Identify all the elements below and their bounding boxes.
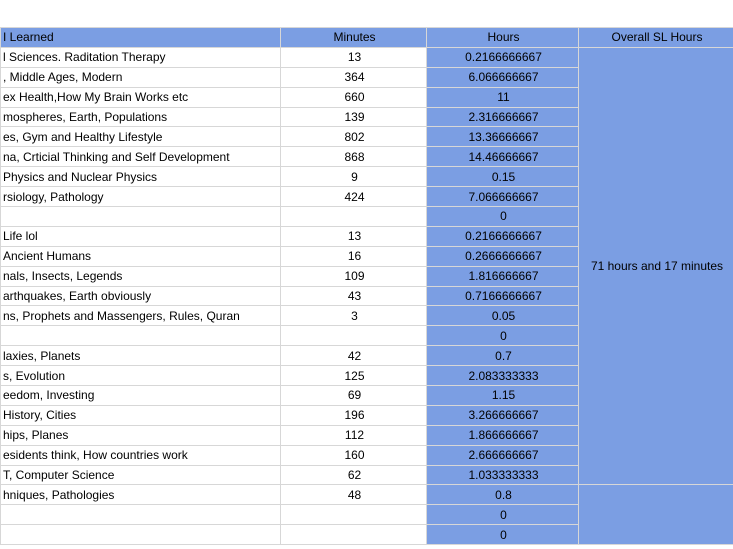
hours-cell[interactable]: 2.083333333 xyxy=(427,366,579,386)
topic-cell[interactable]: T, Computer Science xyxy=(1,465,281,485)
minutes-cell[interactable]: 13 xyxy=(281,226,427,246)
topic-cell[interactable] xyxy=(1,326,281,346)
minutes-cell[interactable]: 16 xyxy=(281,246,427,266)
minutes-cell[interactable]: 109 xyxy=(281,266,427,286)
hours-cell[interactable]: 0 xyxy=(427,207,579,227)
minutes-cell[interactable]: 112 xyxy=(281,425,427,445)
header-topic[interactable]: I Learned xyxy=(1,28,281,48)
minutes-cell[interactable]: 42 xyxy=(281,346,427,366)
minutes-cell[interactable]: 424 xyxy=(281,187,427,207)
hours-cell[interactable]: 0.2166666667 xyxy=(427,226,579,246)
hours-cell[interactable]: 0.7166666667 xyxy=(427,286,579,306)
hours-cell[interactable]: 1.866666667 xyxy=(427,425,579,445)
minutes-cell[interactable]: 9 xyxy=(281,167,427,187)
minutes-cell[interactable]: 660 xyxy=(281,87,427,107)
hours-cell[interactable]: 3.266666667 xyxy=(427,405,579,425)
topic-cell[interactable] xyxy=(1,207,281,227)
topic-cell[interactable]: ns, Prophets and Massengers, Rules, Quran xyxy=(1,306,281,326)
minutes-cell[interactable]: 125 xyxy=(281,366,427,386)
hours-cell[interactable]: 0 xyxy=(427,326,579,346)
minutes-cell[interactable]: 364 xyxy=(281,67,427,87)
table-row xyxy=(1,47,733,67)
minutes-cell[interactable] xyxy=(281,505,427,525)
topic-cell[interactable]: hips, Planes xyxy=(1,425,281,445)
topic-cell[interactable]: s, Evolution xyxy=(1,366,281,386)
hours-cell[interactable]: 0.15 xyxy=(427,167,579,187)
topic-cell[interactable]: ex Health,How My Brain Works etc xyxy=(1,87,281,107)
minutes-cell[interactable] xyxy=(281,207,427,227)
minutes-cell[interactable]: 196 xyxy=(281,405,427,425)
hours-cell[interactable]: 13.36666667 xyxy=(427,127,579,147)
table-row xyxy=(1,485,733,505)
hours-cell[interactable]: 0.8 xyxy=(427,485,579,505)
header-row xyxy=(1,28,733,48)
minutes-cell[interactable]: 48 xyxy=(281,485,427,505)
topic-cell[interactable]: arthquakes, Earth obviously xyxy=(1,286,281,306)
hours-cell[interactable]: 0.2666666667 xyxy=(427,246,579,266)
minutes-cell[interactable] xyxy=(281,525,427,545)
topic-cell[interactable]: eedom, Investing xyxy=(1,386,281,406)
topic-cell[interactable]: , Middle Ages, Modern xyxy=(1,67,281,87)
hours-cell[interactable]: 0.2166666667 xyxy=(427,47,579,67)
hours-cell[interactable]: 1.816666667 xyxy=(427,266,579,286)
hours-cell[interactable]: 0 xyxy=(427,525,579,545)
hours-cell[interactable]: 11 xyxy=(427,87,579,107)
hours-cell[interactable]: 0.05 xyxy=(427,306,579,326)
minutes-cell[interactable]: 868 xyxy=(281,147,427,167)
minutes-cell[interactable]: 139 xyxy=(281,107,427,127)
minutes-cell[interactable]: 43 xyxy=(281,286,427,306)
hours-cell[interactable]: 7.066666667 xyxy=(427,187,579,207)
hours-cell[interactable]: 1.033333333 xyxy=(427,465,579,485)
topic-cell[interactable]: mospheres, Earth, Populations xyxy=(1,107,281,127)
header-minutes[interactable]: Minutes xyxy=(281,28,427,48)
overall-empty-cell[interactable] xyxy=(579,485,733,545)
minutes-cell[interactable]: 13 xyxy=(281,47,427,67)
topic-cell[interactable]: Physics and Nuclear Physics xyxy=(1,167,281,187)
overall-sl-hours-cell[interactable]: 71 hours and 17 minutes xyxy=(579,47,733,485)
minutes-cell[interactable]: 160 xyxy=(281,445,427,465)
hours-cell[interactable]: 0.7 xyxy=(427,346,579,366)
minutes-cell[interactable] xyxy=(281,326,427,346)
hours-cell[interactable]: 14.46666667 xyxy=(427,147,579,167)
header-hours[interactable]: Hours xyxy=(427,28,579,48)
header-overall-sl-hours[interactable]: Overall SL Hours xyxy=(579,28,733,48)
topic-cell[interactable]: esidents think, How countries work xyxy=(1,445,281,465)
hours-cell[interactable]: 2.666666667 xyxy=(427,445,579,465)
hours-cell[interactable]: 1.15 xyxy=(427,386,579,406)
topic-cell[interactable] xyxy=(1,505,281,525)
topic-cell[interactable]: Ancient Humans xyxy=(1,246,281,266)
topic-cell[interactable]: History, Cities xyxy=(1,405,281,425)
minutes-cell[interactable]: 69 xyxy=(281,386,427,406)
minutes-cell[interactable]: 3 xyxy=(281,306,427,326)
topic-cell[interactable] xyxy=(1,525,281,545)
topic-cell[interactable]: na, Crticial Thinking and Self Development xyxy=(1,147,281,167)
hours-cell[interactable]: 6.066666667 xyxy=(427,67,579,87)
topic-cell[interactable]: laxies, Planets xyxy=(1,346,281,366)
minutes-cell[interactable]: 62 xyxy=(281,465,427,485)
hours-cell[interactable]: 0 xyxy=(427,505,579,525)
top-blank-area xyxy=(0,0,733,27)
topic-cell[interactable]: nals, Insects, Legends xyxy=(1,266,281,286)
topic-cell[interactable]: rsiology, Pathology xyxy=(1,187,281,207)
hours-cell[interactable]: 2.316666667 xyxy=(427,107,579,127)
topic-cell[interactable]: Life lol xyxy=(1,226,281,246)
topic-cell[interactable]: hniques, Pathologies xyxy=(1,485,281,505)
topic-cell[interactable]: es, Gym and Healthy Lifestyle xyxy=(1,127,281,147)
topic-cell[interactable]: l Sciences. Raditation Therapy xyxy=(1,47,281,67)
minutes-cell[interactable]: 802 xyxy=(281,127,427,147)
spreadsheet-table xyxy=(0,27,733,545)
